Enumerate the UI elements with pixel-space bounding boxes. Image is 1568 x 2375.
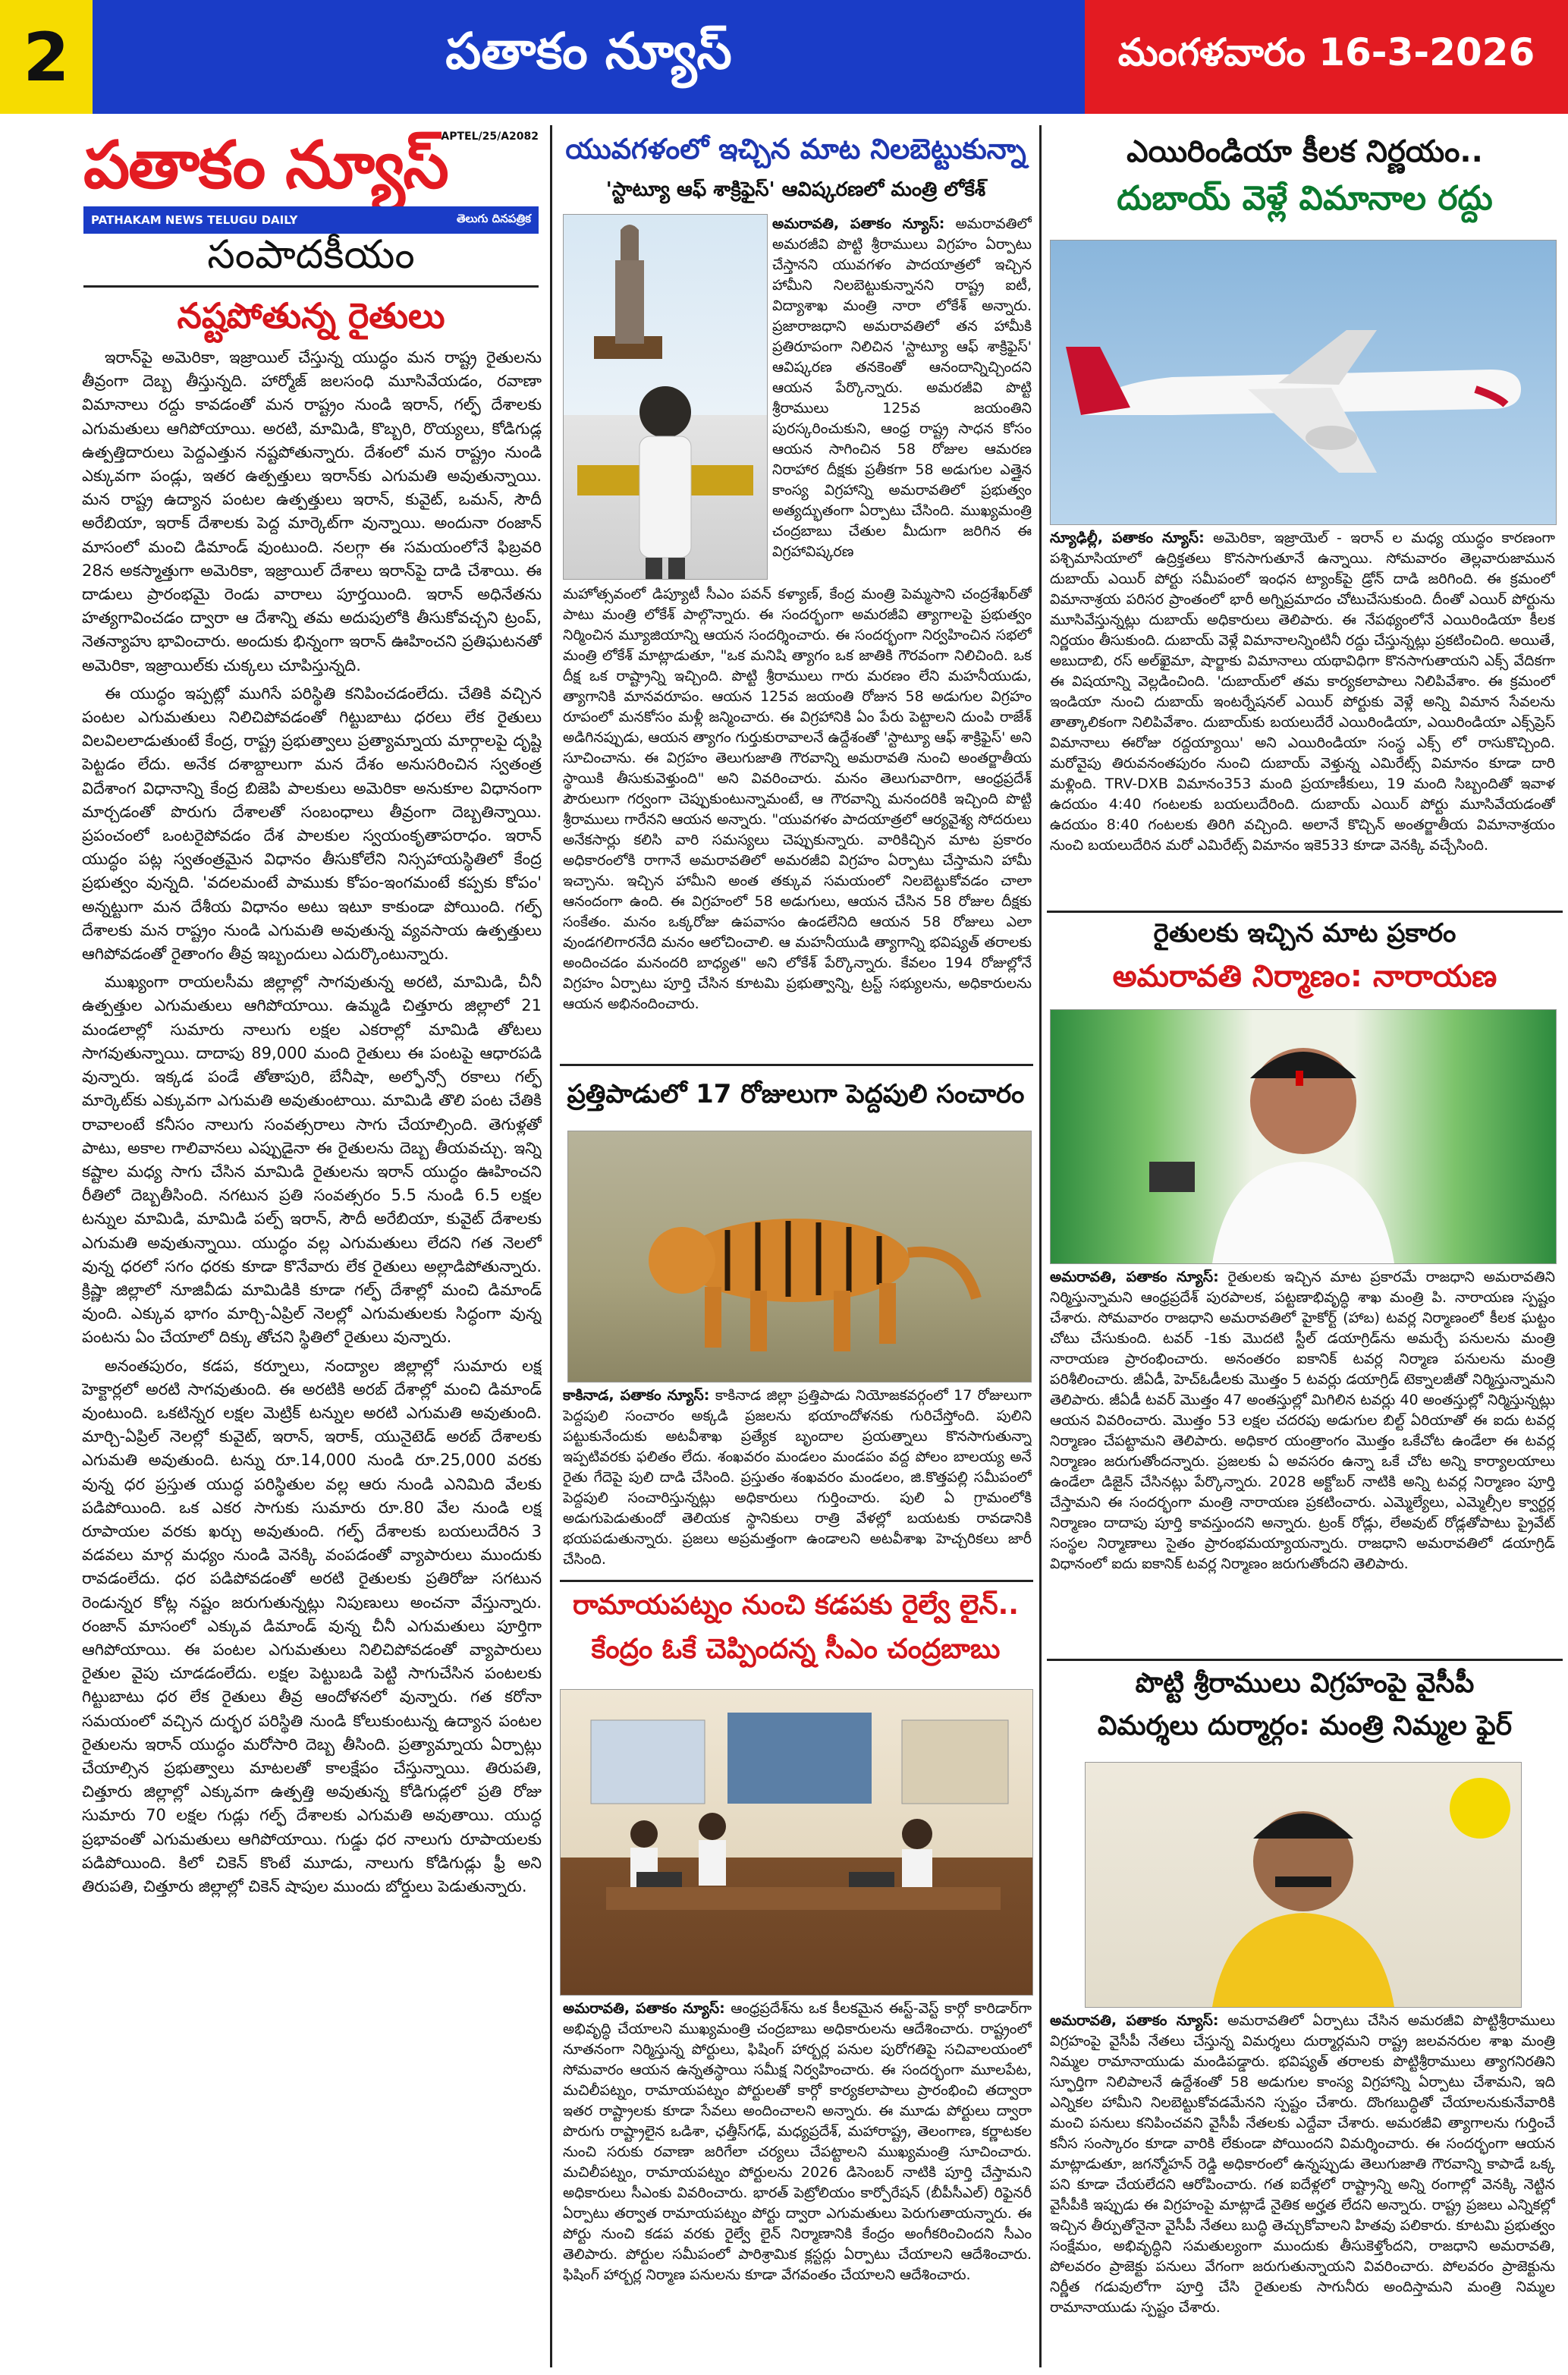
amaravati-dateline: అమరావతి, పతాకం న్యూస్: bbox=[1050, 1269, 1219, 1285]
column-divider bbox=[550, 125, 552, 2367]
tiger-headline: ప్రత్తిపాడులో 17 రోజులుగా పెద్దపులి సంచారం bbox=[567, 1079, 1025, 1109]
statue-photo bbox=[563, 214, 768, 580]
masthead-subtitle-te: తెలుగు దినపత్రిక bbox=[457, 212, 531, 225]
plane-icon bbox=[1051, 241, 1556, 524]
amaravati-headline: అమరావతి నిర్మాణం: నారాయణ bbox=[1112, 959, 1497, 994]
nimmala-photo bbox=[1085, 1762, 1522, 2008]
editorial-body bbox=[82, 346, 542, 2364]
plane-photo bbox=[1050, 240, 1557, 525]
masthead-reg-no: APTEL/25/A2082 bbox=[441, 131, 539, 143]
airindia-body: అమెరికా, ఇజ్రాయెల్ - ఇరాన్ ల మధ్య యుద్ధం కారణంగా పశ్చిమాసియాలో ఉద్రిక్తతలు కొనసాగుతూనే ఉన్నాయి. సోమవారం తెల్లవారుజామున దుబాయ్ ఎయిర్ పోర్టు సమీపంలో ఇంధన ట్యాంక్‌పై డ్రోన్ దాడి జరిగింది. ఈ క్రమంలో విమానాశ్రయ పరిసర ప్రాంతంలో భారీ అగ్నిప్రమాదం చోటుచేసుకుంది. దీంతో ఎయిర్ పోర్టును మూసివేస్తున్నట్లు దుబాయ్ అధికారులు తెలిపారు. ఈ నేపథ్యంలోనే ఎయిరిండియా కీలక నిర్ణయం తీసుకుంది. దుబాయ్ వెళ్లే విమానాలన్నింటినీ రద్దు చేస్తున్నట్లు ప్రకటించింది. అయితే, అబుదాబి, రస్ అల్‌ఖైమా, షార్జాకు విమానాలు యథావిధిగా కొనసాగుతాయని ఎక్స్ వేదికగా ఈ విషయాన్ని వెల్లడించింది. 'దుబాయ్‌లో తమ కార్యకలాపాలు నిలిపివేశాం. ఈ క్రమంలో ఇండియా నుంచి దుబాయ్ ఇంటర్నేషనల్ ఎయిర్ పోర్టుకు వెళ్లే అన్ని విమాన సేవలను తాత్కాలికంగా నిలిపివేశాం. దుబాయ్‌కు బయలుదేరే ఎయిరిండియా, ఎయిరిండియా ఎక్స్‌ప్రెస్ విమానాలు ఈరోజు రద్దయ్యాయి' అని ఎయిరిండియా సంస్థ ఎక్స్ లో రాసుకొచ్చింది. మరోవైపు తిరువనంతపురం నుంచి దుబాయ్ వెళ్తున్న ఎమిరేట్స్ విమానం కూడా దారి మళ్లింది. TRV-DXB విమానం353 మంది ప్రయాణీకులు, 19 మంది సిబ్బందితో ఇవాళ ఉదయం 4:40 గంటలకు బయలుదేరింది. దుబాయ్ ఎయిర్ పోర్టు మూసివేయడంతో ఉదయం 8:40 గంటలకు తిరిగి వచ్చింది. అలానే కొచ్చిన్ అంతర్జాతీయ విమానాశ్రయం నుంచి బయలుదేరిన మరో ఎమిరేట్స్ విమానం ఇకె533 కూడా వెనక్కి వచ్చేసింది. bbox=[1050, 530, 1555, 854]
editorial-rule bbox=[83, 285, 539, 288]
tiger-story bbox=[563, 1386, 1032, 1577]
editorial-headline: నష్టపోతున్న రైతులు bbox=[177, 295, 445, 336]
nimmala-body: అమరావతిలో ఏర్పాటు చేసిన అమరజీవి పొట్టిశ్రీరాములు విగ్రహంపై వైసీపీ నేతలు చేస్తున్న విమర్శలు దుర్మార్గమని రాష్ట్ర జలవనరుల శాఖ మంత్రి నిమ్మల రామానాయుడు మండిపడ్డారు. భవిష్యత్ తరాలకు పొట్టిశ్రీరాములు త్యాగనిరతిని స్ఫూర్తిగా నిలిపాలనే ఉద్దేశంతో 58 అడుగుల కాంస్య విగ్రహాన్ని ఏర్పాటు చేశామని, ఇది ఎన్నికల హామీని నిలబెట్టుకోవడమేనని స్పష్టం చేశారు. దొంగబుద్ధితో చేయాలనుకునేవారికి మంచి పనులు కనిపించవని వైసీపీ నేతలకు ఎద్దేవా చేశారు. అమరజీవి త్యాగాలను గుర్తించే కనీస సంస్కారం కూడా వారికి లేకుండా పోయిందని విమర్శించారు. ఈ సందర్భంగా ఆయన మాట్లాడుతూ, జగన్మోహన్ రెడ్డి అధికారంలో ఉన్నప్పుడు తెలుగుజాతి గౌరవాన్ని కాపాడే ఒక్క పని కూడా చేయలేదని ఆరోపించారు. గత ఐదేళ్లలో రాష్ట్రాన్ని అన్ని రంగాల్లో వెనక్కి నెట్టిన వైసీపీకి ఇప్పుడు ఈ విగ్రహంపై మాట్లాడే నైతిక అర్హత లేదని అన్నారు. రాష్ట్ర ప్రజలు ఎన్నికల్లో ఇచ్చిన తీర్పుతోనైనా వైసీపీ నేతలు బుద్ధి తెచ్చుకోవాలని హితవు పలికారు. కూటమి ప్రభుత్వం సంక్షేమం, అభివృద్ధిని సమతుల్యంగా ముందుకు తీసుకెళ్తోందని, రాజధాని అమరావతి, పోలవరం ప్రాజెక్టు పనులు వేగంగా జరుగుతున్నాయని వివరించారు. పోలవరం ప్రాజెక్టును నిర్ణీత గడువులోగా పూర్తి చేసి రైతులకు సాగునీరు అందిస్తామని మంత్రి నిమ్మల రామానాయుడు స్పష్టం చేశారు. bbox=[1050, 2012, 1555, 2316]
story-divider bbox=[560, 1064, 1033, 1066]
person-icon bbox=[1051, 1010, 1556, 1263]
airindia-subheadline: దుబాయ్ వెళ్లే విమానాల రద్దు bbox=[1117, 179, 1493, 218]
story-divider bbox=[1047, 911, 1563, 913]
nimmala-subheadline: విమర్శలు దుర్మార్గం: మంత్రి నిమ్మల ఫైర్ bbox=[1097, 1710, 1513, 1741]
tiger-photo bbox=[567, 1131, 1032, 1383]
railway-headline: రామాయపట్నం నుంచి కడపకు రైల్వే లైన్.. bbox=[572, 1590, 1019, 1621]
editorial-paragraph: ముఖ్యంగా రాయలసీమ జిల్లాల్లో సాగవుతున్న అరటి, మామిడి, చీనీ ఉత్పత్తుల ఎగుమతులు ఆగిపోయాయి. ఉమ్మడి చిత్తూరు జిల్లాలో 21 మండలాల్లో సుమారు నాలుగు లక్షల ఎకరాల్లో మామిడి తోటలు సాగవుతున్నాయి. దాదాపు 89,000 మంది రైతులు ఈ పంటపై ఆధారపడి వున్నారు. ఇక్కడ పండే తోతాపురి, బేనీషా, అల్ఫోన్సో రకాలు గల్ఫ్ మార్కెట్‌కు ఎక్కువగా ఎగుమతి అవుతుంటాయి. మామిడి తొలి పంట చేతికి రావాలంటే కనీసం నాలుగు సంవత్సరాలు సాగు చేయాల్సింది. తెగుళ్లతో పాటు, అకాల గాలివానలు ఎప్పుడైనా ఈ రైతులను దెబ్బ తీయవచ్చు. ఇన్ని కష్టాల మధ్య సాగు చేసిన మామిడి రైతులను ఇరాన్ యుద్ధం ఊహించని రీతిలో దెబ్బతీసింది. నగటున ప్రతి సంవత్సరం 5.5 నుండి 6.5 లక్షల టన్నుల మామిడి, మామిడి పల్ప్ ఇరాన్, సౌదీ అరేబియా, కువైట్ దేశాలకు ఎగుమతి అవుతున్నాయి. యుద్ధం వల్ల ఎగుమతులు లేదని గత నెలలో వున్న ధరలో సగం ధరకు కూడా కొనేవారు లేక రైతులు అల్లాడిపోతున్నారు. క్రిష్ణా జిల్లాలో నూజివీడు మామిడికి కూడా గల్ఫ్ దేశాల్లో మంచి డిమాండ్ వుంది. ఎక్కువ భాగం మార్చి-ఏప్రిల్ నెలల్లో ఎగుమతులకు సిద్ధంగా వున్న పంటను ఏం చేయాలో దిక్కు తోచని స్థితిలో రైతులు వున్నారు. bbox=[82, 973, 542, 1347]
railway-dateline: అమరావతి, పతాకం న్యూస్: bbox=[563, 2000, 725, 2017]
statue-icon bbox=[564, 215, 767, 579]
airindia-dateline: న్యూఢిల్లీ, పతాకం న్యూస్: bbox=[1050, 530, 1205, 546]
lokesh-dateline: అమరావతి, పతాకం న్యూస్: bbox=[772, 215, 945, 232]
railway-subheadline: కేంద్రం ఓకే చెప్పిందన్న సీఎం చంద్రబాబు bbox=[591, 1634, 1001, 1665]
page-date: మంగళవారం 16-3-2026 bbox=[1085, 0, 1568, 114]
lokesh-body: మహోత్సవంలో డిప్యూటీ సీఎం పవన్ కళ్యాణ్, కేంద్ర మంత్రి పెమ్మసాని చంద్రశేఖర్‌తో పాటు మంత్రి లోకేశ్ పాల్గొన్నారు. ఈ సందర్భంగా అమరజీవి త్యాగాలపై ప్రభుత్వం నిర్మించిన మ్యూజియాన్ని ఆయన సందర్శించారు. ఈ సందర్భంగా నిర్వహించిన సభలో మంత్రి లోకేశ్ మాట్లాడుతూ, "ఒక మనిషి త్యాగం ఒక జాతికి గౌరవంగా నిలిచింది. ఒక దీక్ష ఒక రాష్ట్రాన్ని ఇచ్చింది. పొట్టి శ్రీరాములు గారు మరణం లేని మహనీయుడు, త్యాగానికి మానవరూపం. ఆయన 125వ జయంతి రోజున 58 అడుగుల విగ్రహం రూపంలో మనకోసం మళ్లీ జన్మించారు. ఈ విగ్రహానికి ఏం పేరు పెట్టాలని దుంపి రాజేశ్ అడిగినప్పుడు, ఆయన త్యాగం గుర్తుకురావాలనే ఉద్దేశంతో 'స్టాట్యూ ఆఫ్ శాక్రిఫైస్' అని సూచించాను. ఈ విగ్రహం తెలుగుజాతి గౌరవాన్ని అమరావతి నుంచి అంతర్జాతీయ స్థాయికి తీసుకువెళ్తుంది" అని వివరించారు. మనం తెలుగువారిగా, ఆంధ్రప్రదేశ్ పౌరులుగా గర్వంగా చెప్పుకుంటున్నామంటే, ఆ గౌరవాన్ని మనందరికి ఇచ్చింది పొట్టి శ్రీరాములు గారేనని ఆయన అన్నారు. "యువగళం పాదయాత్రలో ఆర్యవైశ్య సోదరులు అనేకసార్లు కలిసి వారి సమస్యలు చెప్పుకున్నారు. వారికిచ్చిన మాట ప్రకారం అధికారంలోకి రాగానే అమరావతిలో అమరజీవి విగ్రహం ఏర్పాటు చేస్తామని హామీ ఇచ్చాను. ఇచ్చిన హామీని అంత తక్కువ సమయంలో నిలబెట్టుకోవడం చాలా ఆనందంగా ఉంది. ఈ విగ్రహంలో 58 అడుగులు, ఆయన చేసిన 58 రోజుల దీక్షకు సంకేతం. మనం ఒక్కరోజు ఉపవాసం ఉండలేనిది ఆయన 58 రోజులు ఎలా వుండగలిగారనేది మనం ఆలోచించాలి. ఆ మహనీయుడి త్యాగాన్ని భవిష్యత్ తరాలకు అందించడం మనందరి బాధ్యత" అని లోకేశ్ పేర్కొన్నారు. కేవలం 194 రోజుల్లోనే విగ్రహం ఏర్పాటు పూర్తి చేసిన కూటమి ప్రభుత్వాన్ని, ట్రస్ట్ సభ్యులను, అధికారులను ఆయన అభినందించారు. bbox=[563, 586, 1032, 1012]
airindia-story bbox=[1050, 528, 1555, 923]
masthead-subtitle-en: PATHAKAM NEWS TELUGU DAILY bbox=[91, 213, 298, 227]
editorial-paragraph: ఇరాన్‌పై అమెరికా, ఇజ్రాయిల్ చేస్తున్న యుద్ధం మన రాష్ట్ర రైతులను తీవ్రంగా దెబ్బ తీస్తున్నది. హార్మోజ్ జలసంధి మూసివేయడం, రవాణా విమానాలు రద్దు కావడంతో మన రాష్ట్రం నుండి ఇరాన్, గల్ఫ్ దేశాలకు ఎగుమతులు ఆగిపోయాయి. అరటి, మామిడి, కొబ్బరి, రొయ్యలు, కోడిగుడ్ల ఉత్పత్తిదారులు పెద్దఎత్తున నష్టపోతున్నారు. దేశంలో మన రాష్ట్రం నుండి ఎక్కువగా పండ్లు, ఇతర ఉత్పత్తులు ఇరాన్‌కు ఎగుమతి అవుతున్నాయి. మన రాష్ట్ర ఉద్యాన పంటల ఉత్పత్తులు ఇరాన్, కువైట్, ఒమన్, సౌదీ అరేబియా, ఇరాక్ దేశాలకు పెద్ద మార్కెట్‌గా వున్నాయి. అందునా రంజాన్ మాసంలో మంచి డిమాండ్ వుంటుంది. నలగ్గా ఈ సమయంలోనే ఫిబ్రవరి 28న అకస్మాత్తుగా అమెరికా, ఇజ్రాయిల్ దేశాలు ఇరాన్‌పై దాడి చేశాయి. ఈ దాడులు ప్రారంభమై రెండు వారాలు పూర్తయింది. ఇరాన్ అధినేతను హత్యగావించడం ద్వారా ఆ దేశాన్ని తమ అదుపులోకి తీసుకోవచ్చని ట్రంప్, నెతన్యాహు భావించారు. అందుకు భిన్నంగా ఇరాన్ ఊహించని ప్రతిఘటనతో అమెరికా, ఇజ్రాయిల్‌కు చుక్కలు చూపిస్తున్నది. bbox=[82, 348, 542, 675]
railway-story bbox=[563, 1999, 1032, 2367]
column-divider bbox=[1039, 125, 1042, 2367]
meeting-icon bbox=[561, 1690, 1032, 1995]
person-icon bbox=[1086, 1763, 1521, 2007]
tiger-dateline: కాకినాడ, పతాకం న్యూస్: bbox=[563, 1387, 710, 1404]
tiger-body: కాకినాడ జిల్లా ప్రత్తిపాడు నియోజకవర్గంలో 17 రోజులుగా పెద్దపులి సంచారం అక్కడి ప్రజలను భయాందోళనకు గురిచేస్తోంది. పులిని పట్టుకునేందుకు అటవీశాఖ ప్రత్యేక బృందాల ప్రయత్నాలు కొనసాగుతున్నా ఇప్పటివరకు ఫలితం లేదు. శంఖవరం మండలం మండపం వద్ద పోలం బాలయ్య అనే రైతు గేదెపై పులి దాడి చేసింది. ప్రస్తుతం శంఖవరం మండలం, జి.కొత్తపల్లి సమీపంలో పెద్దపులి సంచారిస్తున్నట్లు అధికారులు గుర్తించారు. పులి ఏ గ్రామంలోకి అడుగుపెడుతుందో తెలియక స్థానికులు రాత్రి వేళల్లో బయటకు రావడానికి భయపడుతున్నారు. ప్రజలు అప్రమత్తంగా ఉండాలని అటవీశాఖ హెచ్చరికలు జారీ చేసింది. bbox=[563, 1387, 1032, 1568]
amaravati-body: రైతులకు ఇచ్చిన మాట ప్రకారమే రాజధాని అమరావతిని నిర్మిస్తున్నామని ఆంధ్రప్రదేశ్ పురపాలక, పట్టణాభివృద్ధి శాఖ మంత్రి పి. నారాయణ స్పష్టం చేశారు. సోమవారం రాజధాని అమరావతిలో హైకోర్ట్ (హాబ) టవర్ల నిర్మాణంలో కీలక ఘట్టం చోటు చేసుకుంది. టవర్ -1కు మొదటి స్టీల్ డయాగ్రిడ్‌ను అమర్చే పనులను మంత్రి నారాయణ ప్రారంభించారు. అనంతరం ఐకానిక్ టవర్ల నిర్మాణ పనులను మంత్రి పరిశీలించారు. జీఏడీ, హెచ్‌ఓడీలకు మొత్తం 5 టవర్లు డయాగ్రిడ్ టెక్నాలజీతో నిర్మిస్తున్నామని తెలిపారు. జీఏడీ టవర్ మొత్తం 47 అంతస్తుల్లో మిగిలిన టవర్లు 40 అంతస్తుల్లో నిర్మిస్తున్నట్లు ఆయన వివరించారు. మొత్తం 53 లక్షల చదరపు అడుగుల బిల్ట్ ఏరియాతో ఈ ఐదు టవర్ల నిర్మాణం చేపట్టామని తెలిపారు. అధికార యంత్రాంగం మొత్తం ఒకేచోట ఉండేలా ఈ టవర్ల నిర్మాణం జరుగుతోందన్నారు. ప్రజలకు ఏ అవసరం ఉన్నా ఒకే చోట అన్ని కార్యాలయాలు ఉండేలా డిజైన్ చేసినట్లు పేర్కొన్నారు. 2028 అక్టోబర్ నాటికి అన్ని టవర్ల నిర్మాణం పూర్తి చేస్తామని ఈ సందర్భంగా మంత్రి నారాయణ ప్రకటించారు. ఎమ్మెల్యేలు, ఎమ్మెల్సీల క్వార్టర్ల నిర్మాణం దాదాపు పూర్తి కావస్తుందని అన్నారు. ట్రంక్ రోడ్లు, లేఅవుట్ రోడ్లతోపాటు ప్రైవేట్ సంస్థల నిర్మాణాలు సైతం ప్రారంభమయ్యాయన్నారు. రాజధాని అమరావతిలో డయాగ్రిడ్ విధానంలో ఐదు ఐకానిక్ టవర్ల నిర్మాణం జరుగుతోందని తెలిపారు. bbox=[1050, 1269, 1555, 1572]
editorial-paragraph: అనంతపురం, కడప, కర్నూలు, నంద్యాల జిల్లాల్లో సుమారు లక్ష హెక్టార్లలో అరటి సాగవుతుంది. ఈ అరటికి అరబ్ దేశాల్లో మంచి డిమాండ్ వుంటుంది. ఒకటిన్నర లక్షల మెట్రిక్ టన్నుల అరటి ఎగుమతి అవుతుంది. మార్చి-ఏప్రిల్ నెలల్లో కువైట్, ఇరాన్, ఇరాక్, యునైటెడ్ అరబ్ దేశాలకు ఎగుమతి అవుతుంది. టన్ను రూ.14,000 నుండి రూ.25,000 వరకు వున్న ధర ప్రస్తుత యుద్ధ పరిస్థితుల వల్ల ఆరు నుండి ఎనిమిది వేలకు పడిపోయింది. ఒక ఎకర సాగుకు సుమారు రూ.80 వేల నుండి లక్ష రూపాయల వరకు ఖర్చు అవుతుంది. గల్ఫ్ దేశాలకు బయలుదేరిన 3 వడవలు మార్గ మధ్యం నుండి వెనక్కి వంపడంతో వ్యాపారులు ముందుకు రావడంలేదు. ధర పడిపోవడంతో అరటి రైతులకు ప్రతిరోజు సగటున రెండున్నర కోట్ల నష్టం జరుగుతున్నట్లు నిపుణులు అంచనా వేస్తున్నారు. రంజాన్ మాసంలో ఎక్కువ డిమాండ్ వున్న చీనీ ఎగుమతులు పూర్తిగా ఆగిపోయాయి. ఈ పంటల ఎగుమతులు నిలిచిపోవడంతో వ్యాపారులు రైతుల వైపు చూడడంలేదు. లక్షల పెట్టుబడి పెట్టి సాగుచేసిన పంటలకు గిట్టుబాటు ధర లేక రైతులు తీవ్ర ఆందోళనలో వున్నారు. గత కరోనా సమయంలో వచ్చిన దుర్భర పరిస్థితి నుండి కోలుకుంటున్న ఉద్యాన పంటల రైతులను ఇరాన్ యుద్ధం మరోసారి దెబ్బ తీసింది. ప్రత్యామ్నాయ ఏర్పాట్లు చేయాల్సిన ప్రభుత్వాలు మాటలతో కాలక్షేపం చేస్తున్నాయి. తిరుపతి, చిత్తూరు జిల్లాల్లో ఎక్కువగా ఉత్పత్తి అవుతున్న కోడిగుడ్లలో ప్రతి రోజు సుమారు 70 లక్షల గుడ్లు గల్ఫ్ దేశాలకు ఎగుమతి అవుతాయి. యుద్ధ ప్రభావంతో ఎగుమతులు ఆగిపోయాయి. గుడ్డు ధర నాలుగు రూపాయలకు పడిపోయింది. కిలో చికెన్ కొంటే మూడు, నాలుగు కోడిగుడ్లు ఫ్రీ అని తిరుపతి, చిత్తూరు జిల్లాల్లో చికెన్ షాపుల ముందు బోర్డులు పెడుతున్నారు. bbox=[82, 1356, 542, 1895]
nimmala-story bbox=[1050, 2011, 1555, 2367]
tiger-icon bbox=[568, 1131, 1031, 1382]
nimmala-headline: పొట్టి శ్రీరాములు విగ్రహంపై వైసీపీ bbox=[1135, 1668, 1475, 1699]
lokesh-body-side: అమరావతిలో అమరజీవి పొట్టి శ్రీరాములు విగ్రహం ఏర్పాటు చేస్తానని యువగళం పాదయాత్రలో ఇచ్చిన హామీని నిలబెట్టుకున్నానని రాష్ట్ర ఐటీ, విద్యాశాఖ మంత్రి నారా లోకేశ్ అన్నారు. ప్రజారాజధాని అమరావతిలో తన హామీకి ప్రతిరూపంగా నిలిచిన 'స్టాట్యూ ఆఫ్ శాక్రిఫైస్' ఆవిష్కరణ తనకెంతో ఆనందాన్నిచ్చిందని ఆయన పేర్కొన్నారు. అమరజీవి పొట్టి శ్రీరాములు 125వ జయంతిని పురస్కరించుకుని, ఆంధ్ర రాష్ట్ర సాధన కోసం ఆయన సాగించిన 58 రోజుల ఆమరణ నిరాహార దీక్షకు ప్రతీకగా 58 అడుగుల ఎత్తైన కాంస్య విగ్రహాన్ని అమరావతిలో ప్రభుత్వం అత్యద్భుతంగా ఏర్పాటు చేసింది. ముఖ్యమంత్రి చంద్రబాబు చేతుల మీదుగా జరిగిన ఈ విగ్రహావిష్కరణ bbox=[772, 215, 1032, 560]
nimmala-dateline: అమరావతి, పతాకం న్యూస్: bbox=[1050, 2012, 1219, 2029]
narayana-photo bbox=[1050, 1009, 1557, 1264]
lokesh-subheadline: 'స్టాట్యూ ఆఫ్ శాక్రిఫైస్' ఆవిష్కరణలో మంత్రి లోకేశ్ bbox=[605, 178, 986, 201]
story-divider bbox=[560, 1580, 1033, 1582]
top-bar bbox=[0, 0, 1568, 114]
lokesh-headline: యువగళంలో ఇచ్చిన మాట నిలబెట్టుకున్నా bbox=[565, 133, 1026, 165]
railway-body: ఆంధ్రప్రదేశ్‌ను ఒక కీలకమైన ఈస్ట్-వెస్ట్ కార్గో కారిడార్‌గా అభివృద్ధి చేయాలని ముఖ్యమంత్రి చంద్రబాబు అధికారులను ఆదేశించారు. రాష్ట్రంలో నూతనంగా నిర్మిస్తున్న పోర్టులు, ఫిషింగ్ హార్బర్ల పనుల పురోగతిపై సచివాలయంలో సోమవారం ఆయన ఉన్నతస్థాయి సమీక్ష నిర్వహించారు. ఈ సందర్భంగా మూలపేట, మచిలీపట్నం, రామాయపట్నం పోర్టులతో కార్గో కార్యకలాపాలు ప్రారంభించి తద్వారా ఇతర రాష్ట్రాలకు కూడా సేవలు అందించాలని అన్నారు. ఈ మూడు పోర్టులు ద్వారా పొరుగు రాష్ట్రాలైన ఒడిశా, ఛత్తీస్‌గఢ్, మధ్యప్రదేశ్, మహారాష్ట్ర, తెలంగాణ, కర్ణాటకల నుంచి సరుకు రవాణా జరిగేలా చర్యలు చేపట్టాలని ముఖ్యమంత్రి సూచించారు. మచిలీపట్నం, రామాయపట్నం పోర్టులను 2026 డిసెంబర్ నాటికి పూర్తి చేస్తామని అధికారులు సీఎంకు వివరించారు. భారత్ పెట్రోలియం కార్పోరేషన్ (బీపీసీఎల్) రిఫైనరీ ఏర్పాటు తర్వాత రామాయపట్నం పోర్టు ద్వారా ఎగుమతులు పెరుగుతాయన్నారు. ఈ పోర్టు నుంచి కడప వరకు రైల్వే లైన్ నిర్మాణానికి కేంద్రం అంగీకరించిందని సీఎం తెలిపారు. పోర్టుల సమీపంలో పారిశ్రామిక క్లస్టర్లు ఏర్పాటు చేయాలని ఆదేశించారు. ఫిషింగ్ హార్బర్ల నిర్మాణ పనులను కూడా వేగవంతం చేయాలని ఆదేశించారు. bbox=[563, 2000, 1032, 2283]
paper-name: పతాకం న్యూస్ bbox=[93, 0, 1085, 114]
editorial-paragraph: ఈ యుద్ధం ఇప్పట్లో ముగిసే పరిస్థితి కనిపించడంలేదు. చేతికి వచ్చిన పంటల ఎగుమతులు నిలిచిపోవడంతో గిట్టుబాటు ధరలు లేక రైతులు విలవిలలాడుతుంటే కేంద్ర, రాష్ట్ర ప్రభుత్వాలు ప్రత్యామ్నాయ మార్గాలపై దృష్టి పెట్టడం లేదు. అనేక దశాబ్దాలుగా మన దేశం అనుసరించిన స్వతంత్ర విదేశాంగ విధానాన్ని కేంద్ర బిజెపి పాలకులు అమెరికా అనుకూల విధానంగా మార్చడంతో పొరుగు దేశాలతో సంబంధాలు తీవ్రంగా దెబ్బతిన్నాయి. ప్రపంచంలో ఒంటరైపోవడం దేశ పాలకుల స్వయంకృతాపరాధం. ఇరాన్ యుద్ధం పట్ల స్వతంత్రమైన విధానం తీసుకోలేని నిస్సహాయస్థితిలో కేంద్ర ప్రభుత్వం వున్నది. 'వదలమంటే పాముకు కోపం-ఇంగమంటే కప్పకు కోపం' అన్నట్టుగా మన దేశీయ విధానం అటు ఇటూ కాకుండా పోయింది. గల్ఫ్ దేశాలకు మన రాష్ట్రం నుండి ఎగుమతి అవుతున్న వ్యవసాయ ఉత్పత్తులు ఆగిపోవడంతో రైతాంగం తీవ్ర ఇబ్బందులు ఎదుర్కొంటున్నారు. bbox=[82, 684, 542, 964]
lokesh-dateline-block bbox=[772, 214, 1032, 584]
amaravati-kicker: రైతులకు ఇచ్చిన మాట ప్రకారం bbox=[1153, 918, 1456, 948]
editorial-section-title: సంపాదకీయం bbox=[207, 232, 415, 278]
story-divider bbox=[1047, 1659, 1563, 1661]
masthead-logo: పతాకం న్యూస్ bbox=[83, 127, 448, 203]
page-number: 2 bbox=[0, 0, 93, 114]
airindia-headline: ఎయిరిండియా కీలక నిర్ణయం.. bbox=[1127, 134, 1483, 169]
meeting-photo bbox=[560, 1689, 1033, 1996]
